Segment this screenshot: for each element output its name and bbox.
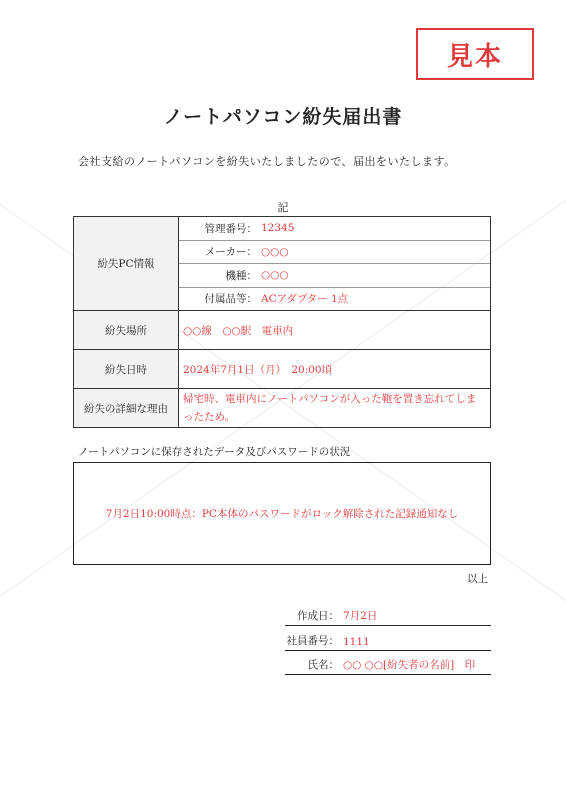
row-value: 12345	[261, 222, 295, 235]
table-row	[74, 350, 491, 389]
row-label: 付属品等：	[204, 293, 257, 306]
ki-heading: 記	[277, 201, 289, 214]
detail-value: 帰宅時、電車内にノートパソコンが入った鞄を置き忘れてしまったため。	[179, 389, 491, 428]
date-header: 紛失日時	[74, 350, 179, 389]
name-field	[285, 655, 491, 675]
intro-text: 会社支給のノートパソコンを紛失いたしましたので、届出をいたします。	[78, 155, 456, 168]
pc-info-cell	[179, 217, 491, 311]
place-value: ○○線 ○○駅 電車内	[179, 311, 491, 350]
created-date-field	[285, 606, 491, 626]
row-value: ACアダプター 1点	[261, 293, 349, 306]
table-row	[74, 389, 491, 428]
closing-ijou: 以上	[467, 573, 488, 585]
pc-info-row	[179, 288, 490, 311]
employee-number-field	[285, 631, 491, 651]
row-value: ○○○	[261, 269, 289, 282]
place-header: 紛失場所	[74, 311, 179, 350]
table-row	[74, 217, 491, 311]
field-value: ○○ ○○[紛失者の名前] 印	[343, 659, 476, 671]
sample-stamp: 見本	[416, 28, 534, 80]
field-label: 作成日：	[297, 610, 339, 622]
status-label: ノートパソコンに保存されたデータ及びパスワードの状況	[78, 446, 351, 458]
date-value: 2024年7月1日（月） 20:00頃	[179, 350, 491, 389]
pc-info-row	[179, 217, 490, 241]
row-value: ○○○	[261, 245, 289, 258]
detail-header: 紛失の詳細な理由	[74, 389, 179, 428]
row-label: 管理番号：	[204, 222, 257, 235]
row-label: メーカー：	[204, 246, 257, 259]
field-value: 7月2日	[343, 610, 378, 622]
status-box	[73, 462, 491, 565]
document-title: ノートパソコン紛失届出書	[163, 106, 403, 128]
pc-info-header: 紛失PC情報	[74, 217, 179, 311]
pc-info-row	[179, 241, 490, 265]
lost-pc-table	[73, 216, 491, 428]
field-label: 氏名：	[307, 659, 339, 671]
table-row	[74, 311, 491, 350]
field-value: 1111	[343, 636, 370, 648]
row-label: 機種：	[225, 269, 257, 282]
field-label: 社員番号：	[286, 635, 339, 647]
pc-info-row	[179, 264, 490, 288]
status-value: 7月2日10:00時点：PC本体のパスワードがロック解除された記録通知なし	[105, 508, 459, 520]
